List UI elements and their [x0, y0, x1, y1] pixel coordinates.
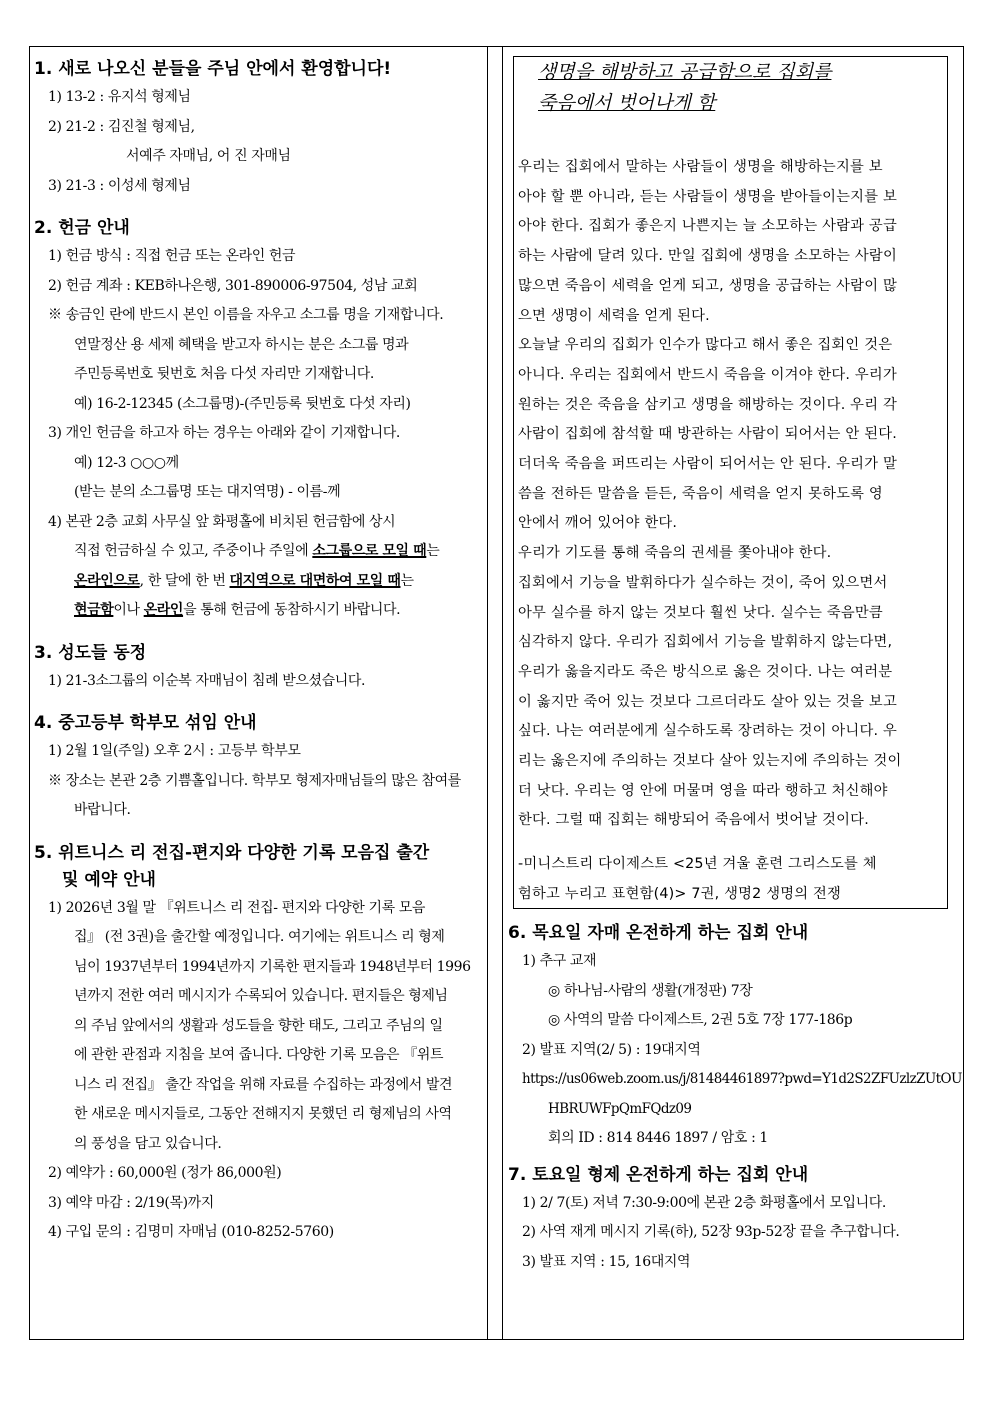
section-saturday-meeting — [508, 1162, 954, 1278]
list-item-cont: 현금함이나 온라인을 통해 헌금에 동참하시기 바랍니다. — [74, 602, 401, 618]
section-offering — [34, 215, 480, 626]
article-line: 심각하지 않다. 우리가 집회에서 기능을 발휘하지 않는다면, — [518, 634, 893, 651]
example-line: (받는 분의 소그룹명 또는 대지역명) - 이름-께 — [74, 484, 341, 500]
paragraph-line: 한 새로운 메시지들로, 그동안 전해지지 못했던 리 형제님의 사역 — [74, 1106, 452, 1122]
emphasis-text: 온라인으로 — [74, 572, 140, 589]
article-line: 싶다. 나는 여러분에게 실수하도록 장려하는 것이 아니다. 우 — [518, 723, 897, 740]
right-lower-column — [508, 920, 962, 1277]
list-item-cont: 직접 헌금하실 수 있고, 주중이나 주일에 소그룹으로 모일 때는 — [74, 543, 440, 559]
list-item: 2) 헌금 계좌 : KEB하나은행, 301-890006-97504, 성남 교회 — [48, 277, 418, 294]
list-item: 4) 본관 2층 교회 사무실 앞 화평홀에 비치된 헌금함에 상시 — [48, 513, 396, 530]
ministry-article-box — [513, 56, 948, 909]
paragraph-line: 님이 1937년부터 1994년까지 기록한 편지들과 1948년부터 1996 — [74, 958, 471, 975]
section-title-cont: 및 예약 안내 — [62, 869, 156, 890]
list-item: 1) 2월 1일(주일) 오후 2시 : 고등부 학부모 — [48, 743, 301, 759]
article-line: 사람이 집회에 참석할 때 방관하는 사람이 되어서는 안 된다. — [518, 426, 897, 443]
paragraph-line: 1) 2026년 3월 말 『위트니스 리 전집- 편지와 다양한 기록 모음 — [48, 899, 426, 916]
article-line: 씀을 전하든 말씀을 듣든, 죽음이 세력을 얻지 못하도록 영 — [518, 485, 883, 502]
list-item-cont: 온라인으로, 한 달에 한 번 대지역으로 대면하여 모일 때는 — [74, 572, 414, 589]
article-line: 우리가 기도를 통해 죽음의 권세를 쫓아내야 한다. — [518, 545, 832, 562]
article-line: 이 옳지만 죽어 있는 것보다 그르더라도 살아 있는 것을 보고 — [518, 693, 897, 710]
list-item: 1) 헌금 방식 : 직접 헌금 또는 온라인 헌금 — [48, 248, 296, 264]
article-title: 생명을 해방하고 공급함으로 집회를 죽음에서 벗어나게 함 — [538, 61, 832, 114]
article-line: 아야 할 뿐 아니라, 듣는 사람들이 생명을 받아들이는지를 보 — [518, 188, 897, 205]
list-item: ◎ 하나님-사람의 생활(개정판) 7장 — [548, 982, 753, 999]
section-title: 2. 헌금 안내 — [34, 218, 130, 238]
article-source: -미니스트리 다이제스트 <25년 겨울 훈련 그리스도를 체 험하고 누리고 표현함(4)> 7권, 생명2 생명의 전쟁 — [518, 856, 877, 902]
list-item: 1) 2/ 7(토) 저녁 7:30-9:00에 본관 2층 화평홀에서 모입니다. — [522, 1194, 886, 1211]
list-item: 3) 예약 마감 : 2/19(목)까지 — [48, 1194, 214, 1211]
example-line: 예) 12-3 ○○○께 — [74, 454, 179, 471]
list-item: 2) 사역 재게 메시지 기록(하), 52장 93p-52장 끝을 추구합니다. — [522, 1224, 900, 1240]
section-welcome — [34, 56, 480, 201]
article-line: 우리가 옳을지라도 죽은 방식으로 옳은 것이다. 나는 여러분 — [518, 663, 893, 680]
article-line: 오늘날 우리의 집회가 인수가 많다고 해서 좋은 집회인 것은 — [518, 337, 893, 354]
emphasis-text: 온라인 — [143, 602, 184, 618]
section-title: 6. 목요일 자매 온전하게 하는 집회 안내 — [508, 923, 809, 943]
list-item: 1) 추구 교재 — [522, 953, 597, 969]
meeting-id: 회의 ID : 814 8446 1897 / 암호 : 1 — [548, 1130, 768, 1146]
section-title: 1. 새로 나오신 분들을 주님 안에서 환영합니다! — [34, 59, 392, 79]
left-column — [34, 56, 480, 1248]
note-line: ※ 송금인 란에 반드시 본인 이름을 자우고 소그룹 명을 기재합니다. — [48, 307, 444, 323]
example-line: 예) 16-2-12345 (소그룹명)-(주민등록 뒷번호 다섯 자리) — [74, 395, 411, 412]
list-item: 2) 예약가 : 60,000원 (정가 86,000원) — [48, 1165, 282, 1181]
section-title: 4. 중고등부 학부모 섞임 안내 — [34, 713, 257, 733]
list-item: 3) 21-3 : 이성세 형제님 — [48, 177, 191, 194]
article-line: 우리는 집회에서 말하는 사람들이 생명을 해방하는지를 보 — [518, 159, 883, 175]
article-line: 집회에서 기능을 발휘하다가 실수하는 것이, 죽어 있으면서 — [518, 574, 888, 591]
paragraph-line: 에 관한 관점과 지침을 보여 줍니다. 다양한 기록 모음은 『위트 — [74, 1047, 444, 1063]
list-item: 3) 개인 헌금을 하고자 하는 경우는 아래와 같이 기재합니다. — [48, 425, 400, 441]
article-line: 원하는 것은 죽음을 삼키고 생명을 해방하는 것이다. 우리 각 — [518, 396, 897, 413]
list-item: 2) 발표 지역(2/ 5) : 19대지역 — [522, 1041, 701, 1058]
section-title: 7. 토요일 형제 온전하게 하는 집회 안내 — [508, 1164, 809, 1185]
list-item: 1) 13-2 : 유지석 형제님 — [48, 89, 191, 105]
article-line: 아니다. 우리는 집회에서 반드시 죽음을 이겨야 한다. 우리가 — [518, 366, 897, 383]
article-line: 으면 생명이 세력을 얻게 된다. — [518, 307, 710, 324]
section-thursday-meeting — [508, 920, 962, 1154]
zoom-link[interactable]: https://us06web.zoom.us/j/81484461897?pwd=Y1d2S2ZFUzlzZUtOU — [522, 1071, 962, 1087]
article-line: 많으면 죽음이 세력을 얻게 되고, 생명을 공급하는 사람이 많 — [518, 277, 897, 294]
emphasis-text: 소그룹으로 모일 때 — [312, 543, 427, 559]
section-book-preorder — [34, 840, 480, 1248]
paragraph-line: 집』 (전 3권)을 출간할 예정입니다. 여기에는 위트니스 리 형제 — [74, 929, 445, 945]
article-line: 아야 한다. 집회가 좋은지 나쁜지는 늘 소모하는 사람과 공급 — [518, 218, 897, 235]
note-line: ※ 장소는 본관 2층 기쁨홀입니다. 학부모 형제자매님들의 많은 참여를 — [48, 772, 461, 789]
paragraph-line: 니스 리 전집』 출간 작업을 위해 자료를 수집하는 과정에서 발견 — [74, 1076, 453, 1093]
list-item: 4) 구입 문의 : 김명미 자매님 (010-8252-5760) — [48, 1224, 334, 1240]
article-line: 아무 실수를 하지 않는 것보다 훨씬 낫다. 실수는 죽음만큼 — [518, 604, 883, 621]
zoom-link-cont[interactable]: HBRUWFpQmFQdz09 — [548, 1100, 692, 1117]
article-line: 한다. 그럴 때 집회는 해방되어 죽음에서 벗어날 것이다. — [518, 812, 869, 829]
paragraph-line: 년까지 전한 여러 메시지가 수록되어 있습니다. 편지들은 형제님 — [74, 988, 448, 1004]
emphasis-text: 현금함 — [74, 602, 114, 618]
note-line: 주민등록번호 뒷번호 처음 다섯 자리만 기재합니다. — [74, 366, 374, 382]
article-body — [518, 153, 944, 910]
emphasis-text: 대지역으로 대면하여 모일 때 — [229, 572, 401, 589]
paragraph-line: 의 주님 앞에서의 생활과 성도들을 향한 태도, 그리고 주님의 일 — [74, 1017, 443, 1034]
paragraph-line: 의 풍성을 담고 있습니다. — [74, 1135, 222, 1152]
list-item: 1) 21-3소그룹의 이순복 자매님이 침례 받으셨습니다. — [48, 672, 366, 689]
section-parents-meeting — [34, 710, 480, 826]
section-title: 3. 성도들 동정 — [34, 642, 147, 663]
column-divider — [487, 46, 503, 1340]
note-line: 바랍니다. — [74, 802, 131, 818]
article-line: 하는 사람에 달려 있다. 만일 집회에 생명을 소모하는 사람이 — [518, 248, 897, 265]
section-saints-news — [34, 640, 480, 697]
article-line: 더 낫다. 우리는 영 안에 머물며 영을 따라 행하고 처신해야 — [518, 782, 888, 799]
list-item: 3) 발표 지역 : 15, 16대지역 — [522, 1253, 691, 1270]
note-line: 연말정산 용 세제 혜택을 받고자 하시는 분은 소그룹 명과 — [74, 336, 409, 353]
list-item: ◎ 사역의 말씀 다이제스트, 2권 5호 7장 177-186p — [548, 1012, 853, 1028]
article-line: 리는 옳은지에 주의하는 것보다 살아 있는지에 주의하는 것이 — [518, 753, 902, 770]
list-item: 2) 21-2 : 김진철 형제님, — [48, 118, 195, 135]
article-line: 더더욱 죽음을 퍼뜨리는 사람이 되어서는 안 된다. 우리가 말 — [518, 456, 897, 473]
article-line: 안에서 깨어 있어야 한다. — [518, 515, 678, 532]
section-title: 5. 위트니스 리 전집-편지와 다양한 기록 모음집 출간 — [34, 842, 430, 863]
list-item: 서예주 자매님, 어 진 자매님 — [126, 148, 291, 164]
